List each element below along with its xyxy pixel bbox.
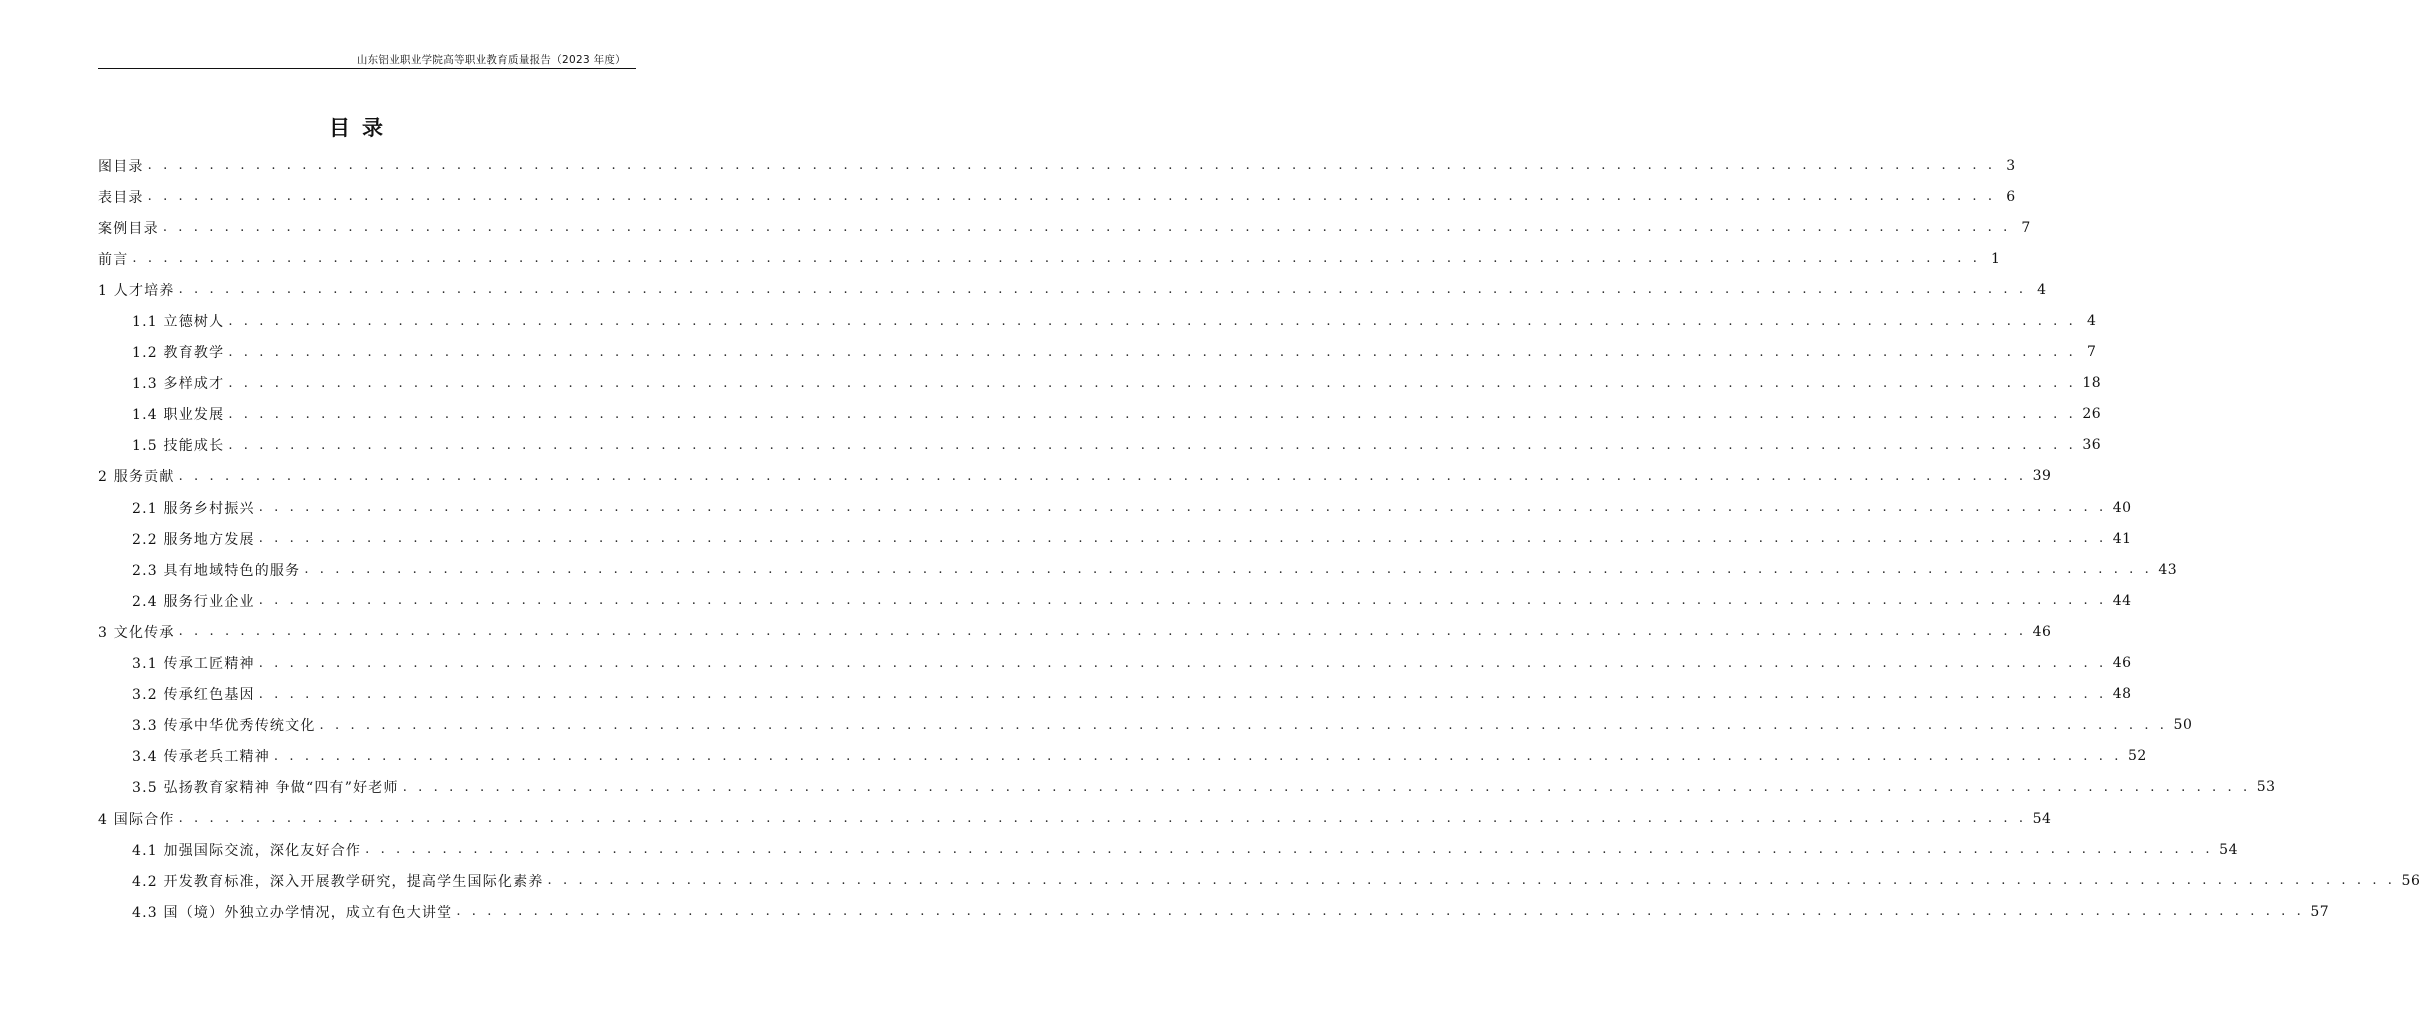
toc-entry-label: 4.2 开发教育标准，深入开展教学研究，提高学生国际化素养 [132, 873, 544, 890]
toc-page-number: 52 [2127, 748, 2147, 765]
toc-entry[interactable] [98, 834, 2238, 865]
toc-entry-label: 3.1 传承工匠精神 [132, 656, 255, 673]
toc-page-number: 57 [2310, 903, 2330, 920]
toc-entry-label: 4.1 加强国际交流，深化友好合作 [132, 842, 362, 859]
toc-leader-dots: . . . . . . . . . . . . . . . . . . . . . . . . . . . . . . . . . . . . . . . . . . . . . . . . . . . . . . . . . . . . . . . . . . . . . . . . . . . . . . . . . . . . . . . . . . . . . . . . . . . . . . . . . . . . . . . . . . . . . . . . [178, 811, 2027, 827]
toc-entry-label: 3.5 弘扬教育家精神 争做“四有”好老师 [132, 780, 399, 797]
header-text: 山东铝业职业学院高等职业教育质量报告（2023 年度） [356, 54, 626, 66]
toc-leader-dots: . . . . . . . . . . . . . . . . . . . . . . . . . . . . . . . . . . . . . . . . . . . . . . . . . . . . . . . . . . . . . . . . . . . . . . . . . . . . . . . . . . . . . . . . . . . . . . . . . . . . . . . . . . . . . . . . . . . . . . . . [258, 593, 2107, 609]
toc-entry-label: 2 服务贡献 [98, 469, 175, 486]
toc-entry[interactable] [98, 803, 2052, 834]
toc-page-number: 40 [2112, 499, 2132, 516]
toc-leader-dots: . . . . . . . . . . . . . . . . . . . . . . . . . . . . . . . . . . . . . . . . . . . . . . . . . . . . . . . . . . . . . . . . . . . . . . . . . . . . . . . . . . . . . . . . . . . . . . . . . . . . . . . . . . . . . . . . . . . . . . . . [456, 904, 2305, 920]
toc-page-number: 7 [2021, 219, 2031, 236]
page-title: 目录 [329, 116, 395, 140]
toc-page-number: 18 [2082, 375, 2102, 392]
toc-leader-dots: . . . . . . . . . . . . . . . . . . . . . . . . . . . . . . . . . . . . . . . . . . . . . . . . . . . . . . . . . . . . . . . . . . . . . . . . . . . . . . . . . . . . . . . . . . . . . . . . . . . . . . . . . . . . . . . . . . . . . . . . [162, 220, 2011, 236]
toc-leader-dots: . . . . . . . . . . . . . . . . . . . . . . . . . . . . . . . . . . . . . . . . . . . . . . . . . . . . . . . . . . . . . . . . . . . . . . . . . . . . . . . . . . . . . . . . . . . . . . . . . . . . . . . . . . . . . . . . . . . . . . . . [319, 717, 2168, 733]
toc-entry[interactable] [98, 772, 2276, 803]
table-of-contents [98, 150, 2420, 927]
toc-entry[interactable] [98, 492, 2132, 523]
toc-entry[interactable] [98, 896, 2330, 927]
toc-leader-dots: . . . . . . . . . . . . . . . . . . . . . . . . . . . . . . . . . . . . . . . . . . . . . . . . . . . . . . . . . . . . . . . . . . . . . . . . . . . . . . . . . . . . . . . . . . . . . . . . . . . . . . . . . . . . . . . . . . . . . . . . [228, 375, 2077, 391]
toc-entry[interactable] [98, 585, 2132, 616]
toc-page-number: 26 [2082, 406, 2102, 423]
toc-page-number: 44 [2112, 592, 2132, 609]
toc-leader-dots: . . . . . . . . . . . . . . . . . . . . . . . . . . . . . . . . . . . . . . . . . . . . . . . . . . . . . . . . . . . . . . . . . . . . . . . . . . . . . . . . . . . . . . . . . . . . . . . . . . . . . . . . . . . . . . . . . . . . . . . . [178, 468, 2027, 484]
toc-entry-label: 2.1 服务乡村振兴 [132, 500, 255, 517]
toc-page-number: 48 [2112, 686, 2132, 703]
toc-leader-dots: . . . . . . . . . . . . . . . . . . . . . . . . . . . . . . . . . . . . . . . . . . . . . . . . . . . . . . . . . . . . . . . . . . . . . . . . . . . . . . . . . . . . . . . . . . . . . . . . . . . . . . . . . . . . . . . . . . . . . . . . [228, 344, 2077, 360]
toc-entry-label: 图目录 [98, 158, 144, 175]
toc-leader-dots: . . . . . . . . . . . . . . . . . . . . . . . . . . . . . . . . . . . . . . . . . . . . . . . . . . . . . . . . . . . . . . . . . . . . . . . . . . . . . . . . . . . . . . . . . . . . . . . . . . . . . . . . . . . . . . . . . . . . . . . . [178, 282, 2027, 298]
toc-entry-label: 3.3 传承中华优秀传统文化 [132, 718, 316, 735]
toc-entry[interactable] [98, 741, 2147, 772]
toc-entry[interactable] [98, 212, 2031, 243]
toc-entry[interactable] [98, 679, 2132, 710]
toc-leader-dots: . . . . . . . . . . . . . . . . . . . . . . . . . . . . . . . . . . . . . . . . . . . . . . . . . . . . . . . . . . . . . . . . . . . . . . . . . . . . . . . . . . . . . . . . . . . . . . . . . . . . . . . . . . . . . . . . . . . . . . . . [547, 873, 2396, 889]
toc-leader-dots: . . . . . . . . . . . . . . . . . . . . . . . . . . . . . . . . . . . . . . . . . . . . . . . . . . . . . . . . . . . . . . . . . . . . . . . . . . . . . . . . . . . . . . . . . . . . . . . . . . . . . . . . . . . . . . . . . . . . . . . . [365, 842, 2214, 858]
toc-entry-label: 1.3 多样成才 [132, 376, 225, 393]
toc-entry[interactable] [98, 865, 2420, 896]
toc-entry-label: 3 文化传承 [98, 624, 175, 641]
toc-entry[interactable] [98, 368, 2102, 399]
toc-leader-dots: . . . . . . . . . . . . . . . . . . . . . . . . . . . . . . . . . . . . . . . . . . . . . . . . . . . . . . . . . . . . . . . . . . . . . . . . . . . . . . . . . . . . . . . . . . . . . . . . . . . . . . . . . . . . . . . . . . . . . . . . [147, 158, 1996, 174]
toc-leader-dots: . . . . . . . . . . . . . . . . . . . . . . . . . . . . . . . . . . . . . . . . . . . . . . . . . . . . . . . . . . . . . . . . . . . . . . . . . . . . . . . . . . . . . . . . . . . . . . . . . . . . . . . . . . . . . . . . . . . . . . . . [178, 624, 2027, 640]
toc-page-number: 1 [1991, 250, 2001, 267]
toc-entry-label: 2.2 服务地方发展 [132, 531, 255, 548]
toc-leader-dots: . . . . . . . . . . . . . . . . . . . . . . . . . . . . . . . . . . . . . . . . . . . . . . . . . . . . . . . . . . . . . . . . . . . . . . . . . . . . . . . . . . . . . . . . . . . . . . . . . . . . . . . . . . . . . . . . . . . . . . . . [228, 437, 2077, 453]
toc-entry[interactable] [98, 305, 2097, 336]
toc-page-number: 43 [2158, 561, 2178, 578]
toc-leader-dots: . . . . . . . . . . . . . . . . . . . . . . . . . . . . . . . . . . . . . . . . . . . . . . . . . . . . . . . . . . . . . . . . . . . . . . . . . . . . . . . . . . . . . . . . . . . . . . . . . . . . . . . . . . . . . . . . . . . . . . . . [147, 189, 1996, 205]
toc-entry[interactable] [98, 648, 2132, 679]
toc-page-number: 46 [2112, 655, 2132, 672]
toc-leader-dots: . . . . . . . . . . . . . . . . . . . . . . . . . . . . . . . . . . . . . . . . . . . . . . . . . . . . . . . . . . . . . . . . . . . . . . . . . . . . . . . . . . . . . . . . . . . . . . . . . . . . . . . . . . . . . . . . . . . . . . . . [228, 313, 2077, 329]
toc-leader-dots: . . . . . . . . . . . . . . . . . . . . . . . . . . . . . . . . . . . . . . . . . . . . . . . . . . . . . . . . . . . . . . . . . . . . . . . . . . . . . . . . . . . . . . . . . . . . . . . . . . . . . . . . . . . . . . . . . . . . . . . . [273, 748, 2122, 764]
toc-page-number: 3 [2006, 157, 2016, 174]
toc-entry[interactable] [98, 274, 2047, 305]
toc-entry[interactable] [98, 337, 2097, 368]
toc-leader-dots: . . . . . . . . . . . . . . . . . . . . . . . . . . . . . . . . . . . . . . . . . . . . . . . . . . . . . . . . . . . . . . . . . . . . . . . . . . . . . . . . . . . . . . . . . . . . . . . . . . . . . . . . . . . . . . . . . . . . . . . . [258, 655, 2107, 671]
toc-page-number: 4 [2086, 313, 2097, 330]
toc-leader-dots: . . . . . . . . . . . . . . . . . . . . . . . . . . . . . . . . . . . . . . . . . . . . . . . . . . . . . . . . . . . . . . . . . . . . . . . . . . . . . . . . . . . . . . . . . . . . . . . . . . . . . . . . . . . . . . . . . . . . . . . . [402, 779, 2251, 795]
toc-entry-label: 1.5 技能成长 [132, 438, 225, 455]
toc-entry-label: 1.4 职业发展 [132, 407, 225, 424]
toc-entry[interactable] [98, 243, 2001, 274]
toc-page-number: 4 [2037, 281, 2047, 298]
toc-entry[interactable] [98, 710, 2193, 741]
toc-entry[interactable] [98, 181, 2016, 212]
toc-page-number: 41 [2112, 530, 2132, 547]
toc-entry[interactable] [98, 616, 2052, 647]
toc-entry[interactable] [98, 461, 2052, 492]
toc-entry-label: 表目录 [98, 189, 144, 206]
toc-page-number: 39 [2032, 468, 2052, 485]
toc-leader-dots: . . . . . . . . . . . . . . . . . . . . . . . . . . . . . . . . . . . . . . . . . . . . . . . . . . . . . . . . . . . . . . . . . . . . . . . . . . . . . . . . . . . . . . . . . . . . . . . . . . . . . . . . . . . . . . . . . . . . . . . . [258, 531, 2107, 547]
toc-page-number: 54 [2219, 841, 2238, 858]
toc-entry-label: 1 人才培养 [98, 282, 175, 299]
toc-entry-label: 3.2 传承红色基因 [132, 687, 255, 704]
toc-page-number: 7 [2086, 344, 2097, 361]
toc-entry-label: 4 国际合作 [98, 811, 175, 828]
toc-page-number: 46 [2032, 623, 2052, 640]
toc-page-number: 53 [2256, 779, 2276, 796]
toc-entry-label: 2.4 服务行业企业 [132, 593, 255, 610]
toc-entry[interactable] [98, 523, 2132, 554]
toc-entry[interactable] [98, 150, 2016, 181]
toc-leader-dots: . . . . . . . . . . . . . . . . . . . . . . . . . . . . . . . . . . . . . . . . . . . . . . . . . . . . . . . . . . . . . . . . . . . . . . . . . . . . . . . . . . . . . . . . . . . . . . . . . . . . . . . . . . . . . . . . . . . . . . . . [258, 500, 2107, 516]
toc-leader-dots: . . . . . . . . . . . . . . . . . . . . . . . . . . . . . . . . . . . . . . . . . . . . . . . . . . . . . . . . . . . . . . . . . . . . . . . . . . . . . . . . . . . . . . . . . . . . . . . . . . . . . . . . . . . . . . . . . . . . . . . . [228, 406, 2077, 422]
toc-page-number: 54 [2032, 810, 2052, 827]
toc-page-number: 56 [2401, 872, 2420, 889]
toc-entry[interactable] [98, 430, 2102, 461]
toc-leader-dots: . . . . . . . . . . . . . . . . . . . . . . . . . . . . . . . . . . . . . . . . . . . . . . . . . . . . . . . . . . . . . . . . . . . . . . . . . . . . . . . . . . . . . . . . . . . . . . . . . . . . . . . . . . . . . . . . . . . . . . . . [258, 686, 2107, 702]
toc-entry[interactable] [98, 399, 2102, 430]
toc-entry-label: 3.4 传承老兵工精神 [132, 749, 270, 766]
toc-page-number: 50 [2173, 717, 2193, 734]
toc-entry-label: 1.1 立德树人 [132, 314, 225, 331]
page-header [98, 50, 636, 69]
toc-entry-label: 2.3 具有地域特色的服务 [132, 562, 301, 579]
toc-entry-label: 前言 [98, 251, 129, 268]
toc-page-number: 6 [2006, 188, 2016, 205]
toc-entry-label: 4.3 国（境）外独立办学情况，成立有色大讲堂 [132, 904, 453, 921]
toc-entry-label: 案例目录 [98, 220, 159, 237]
toc-entry-label: 1.2 教育教学 [132, 345, 225, 362]
toc-leader-dots: . . . . . . . . . . . . . . . . . . . . . . . . . . . . . . . . . . . . . . . . . . . . . . . . . . . . . . . . . . . . . . . . . . . . . . . . . . . . . . . . . . . . . . . . . . . . . . . . . . . . . . . . . . . . . . . . . . . . . . . . [132, 251, 1981, 267]
toc-entry[interactable] [98, 554, 2178, 585]
toc-leader-dots: . . . . . . . . . . . . . . . . . . . . . . . . . . . . . . . . . . . . . . . . . . . . . . . . . . . . . . . . . . . . . . . . . . . . . . . . . . . . . . . . . . . . . . . . . . . . . . . . . . . . . . . . . . . . . . . . . . . . . . . . [304, 562, 2153, 578]
toc-page-number: 36 [2082, 437, 2102, 454]
